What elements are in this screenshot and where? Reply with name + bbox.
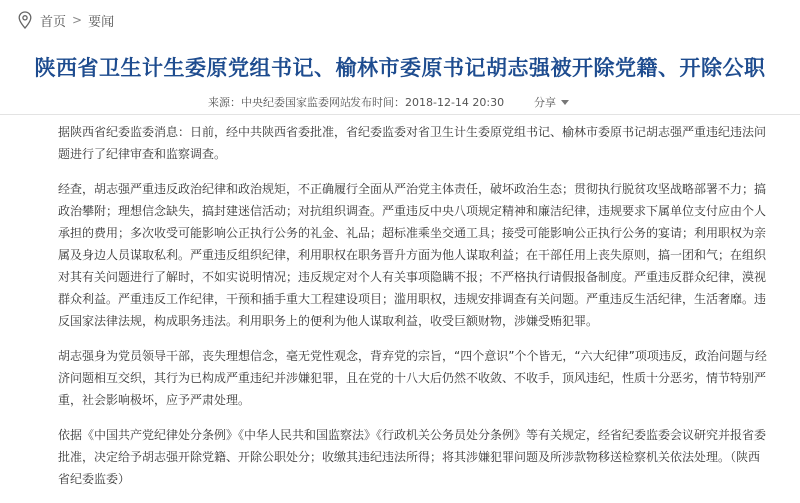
article-paragraph: 胡志强身为党员领导干部，丧失理想信念，毫无党性观念，背弃党的宗旨，“四个意识”个个皆无，“六大纪律”项项违反，政治问题与经济问题相互交织，其行为已构成严重违纪并涉嫌犯罪，且在党的十八大后仍然不收敛、不收手，顶风违纪，性质十分恶劣，情节特别严重，社会影响极坏，应予严肃处理。 (58, 349, 767, 407)
article-published-time: 发布时间：2018-12-14 20:30 (350, 96, 505, 109)
article-meta (0, 86, 800, 115)
article-body (58, 121, 768, 503)
article-source: 来源：中央纪委国家监委网站 (208, 96, 351, 109)
breadcrumb-home-link[interactable]: 首页 (40, 14, 67, 30)
chevron-down-icon (561, 100, 569, 105)
location-pin-icon (18, 11, 32, 29)
share-button[interactable] (534, 94, 569, 110)
article-paragraph: 经查，胡志强严重违反政治纪律和政治规矩，不正确履行全面从严治党主体责任，破坏政治生态；贯彻执行脱贫攻坚战略部署不力；搞政治攀附；理想信念缺失，搞封建迷信活动；对抗组织调查。严重违反中央八项规定精神和廉洁纪律，违规要求下属单位支付应由个人承担的费用；多次收受可能影响公正执行公务的礼金、礼品；超标准乘坐交通工具；接受可能影响公正执行公务的宴请；利用职权为亲属及身边人员谋取私利。严重违反组织纪律，利用职权在职务晋升方面为他人谋取利益；在干部任用上丧失原则，搞一团和气；在组织对其有关问题进行了解时，不如实说明情况；违反规定对个人有关事项隐瞒不报；不严格执行请假报备制度。严重违反群众纪律，漠视群众利益。严重违反工作纪律，干预和插手重大工程建设项目；滥用职权，违规安排调查有关问题。严重违反生活纪律，生活奢靡。违反国家法律法规，构成职务违法。利用职务上的便利为他人谋取利益，收受巨额财物，涉嫌受贿犯罪。 (58, 182, 767, 328)
article-paragraph: 据陕西省纪委监委消息：日前，经中共陕西省委批准，省纪委监委对省卫生计生委原党组书记、榆林市委原书记胡志强严重违纪违法问题进行了纪律审查和监察调查。 (58, 125, 767, 161)
breadcrumb-current[interactable]: 要闻 (88, 14, 115, 30)
breadcrumb (0, 0, 800, 40)
breadcrumb-separator: > (72, 13, 83, 27)
article-title: 陕西省卫生计生委原党组书记、榆林市委原书记胡志强被开除党籍、开除公职 (34, 56, 766, 80)
article-paragraph: 依据《中国共产党纪律处分条例》《中华人民共和国监察法》《行政机关公务员处分条例》等有关规定，经省纪委监委会议研究并报省委批准，决定给予胡志强开除党籍、开除公职处分；收缴其违纪违法所得；将其涉嫌犯罪问题及所涉款物移送检察机关依法处理。（陕西省纪委监委） (58, 428, 767, 486)
share-label: 分享 (534, 96, 556, 109)
